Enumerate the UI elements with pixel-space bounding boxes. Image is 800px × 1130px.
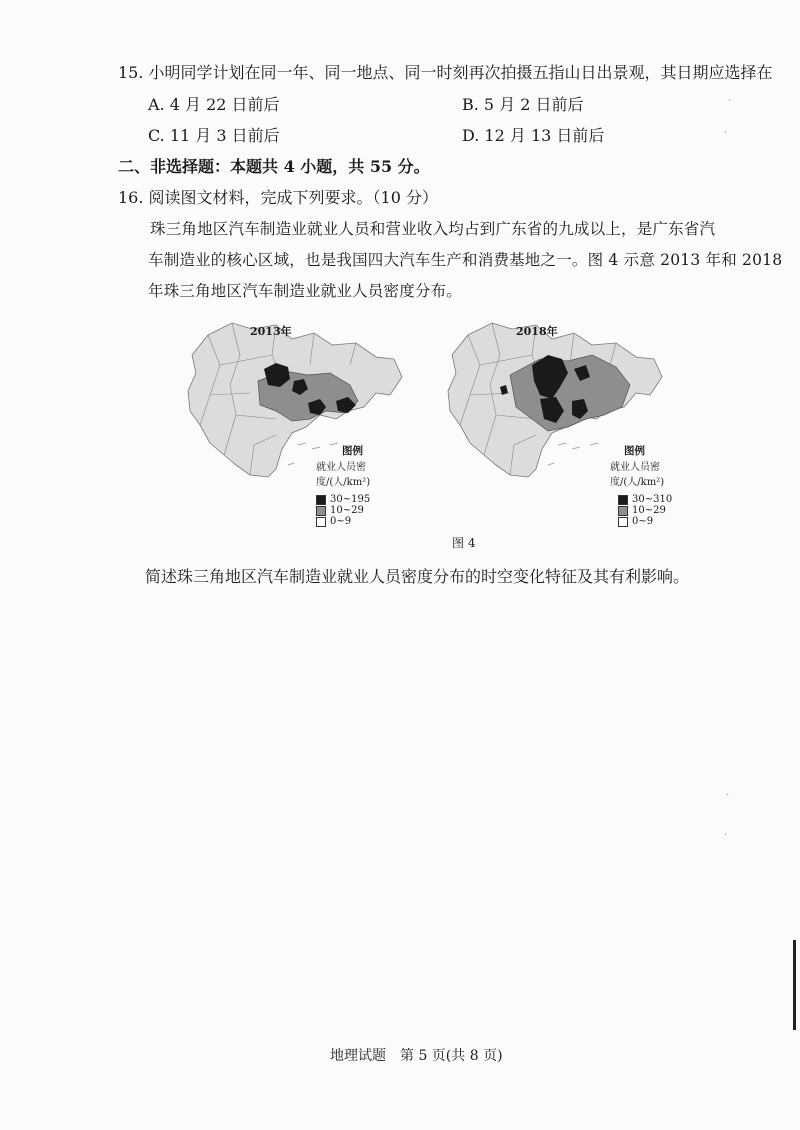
legend-2013-label-high: 30~195 xyxy=(330,494,371,505)
legend-2018-item-mid xyxy=(618,505,672,516)
scan-mark: · xyxy=(724,128,728,139)
map-2018-legend xyxy=(610,443,673,527)
map-2013-legend xyxy=(316,443,410,527)
scan-edge-line xyxy=(793,940,796,1030)
q16-stem: 16. 阅读图文材料，完成下列要求。（10 分） xyxy=(118,188,438,207)
legend-2018-unit: 就业人员密度/(人/km²) xyxy=(610,462,665,488)
scan-mark: · xyxy=(728,96,732,107)
scan-mark: · xyxy=(726,790,730,801)
figure-caption: 图 4 xyxy=(452,536,476,550)
legend-2018-swatch-mid xyxy=(618,506,628,516)
legend-2018-label-mid: 10~29 xyxy=(632,505,666,516)
legend-2013-title: 图例 xyxy=(342,445,363,457)
legend-2013-label-low: 0~9 xyxy=(330,516,352,527)
q15-option-b: B. 5 月 2 日前后 xyxy=(462,95,584,114)
legend-2013-unit: 就业人员密度/(人/km²) xyxy=(316,462,371,488)
legend-2018-title: 图例 xyxy=(624,445,645,457)
q16-question: 简述珠三角地区汽车制造业就业人员密度分布的时空变化特征及其有利影响。 xyxy=(145,567,690,586)
q15-option-c: C. 11 月 3 日前后 xyxy=(148,126,280,145)
page-footer: 地理试题 第 5 页(共 8 页) xyxy=(330,1048,503,1064)
q16-para-line-1: 珠三角地区汽车制造业就业人员和营业收入均占到广东省的九成以上，是广东省汽 xyxy=(150,220,716,238)
q15-option-d: D. 12 月 13 日前后 xyxy=(462,126,605,145)
legend-2018-item-high xyxy=(618,494,672,505)
legend-2013-swatch-high xyxy=(316,495,326,505)
scan-mark: · xyxy=(724,830,728,841)
map-2013-title: 2013年 xyxy=(250,325,292,338)
q16-para-line-3: 年珠三角地区汽车制造业就业人员密度分布。 xyxy=(148,282,463,300)
map-2018-title: 2018年 xyxy=(516,325,558,338)
q16-para-line-2: 车制造业的核心区域，也是我国四大汽车生产和消费基地之一。图 4 示意 2013 年和 2018 xyxy=(148,251,783,269)
legend-2013-item-mid xyxy=(316,505,410,516)
legend-2018-swatch-high xyxy=(618,495,628,505)
legend-2013-swatch-mid xyxy=(316,506,326,516)
legend-2013-swatch-low xyxy=(316,517,326,527)
q15-option-a: A. 4 月 22 日前后 xyxy=(148,95,280,114)
legend-2013-item-high xyxy=(316,494,410,505)
section2-heading: 二、非选择题：本题共 4 小题，共 55 分。 xyxy=(118,157,430,176)
legend-2018-swatch-low xyxy=(618,517,628,527)
legend-2018-label-high: 30~310 xyxy=(632,494,673,505)
map-2013 xyxy=(180,315,410,525)
legend-2018-label-low: 0~9 xyxy=(632,516,654,527)
legend-2018-item-low xyxy=(618,516,672,527)
q15-stem: 15. 小明同学计划在同一年、同一地点、同一时刻再次拍摄五指山日出景观，其日期应选择在 xyxy=(118,63,773,82)
legend-2013-item-low xyxy=(316,516,410,527)
map-2018 xyxy=(440,315,673,527)
legend-2013-label-mid: 10~29 xyxy=(330,505,364,516)
